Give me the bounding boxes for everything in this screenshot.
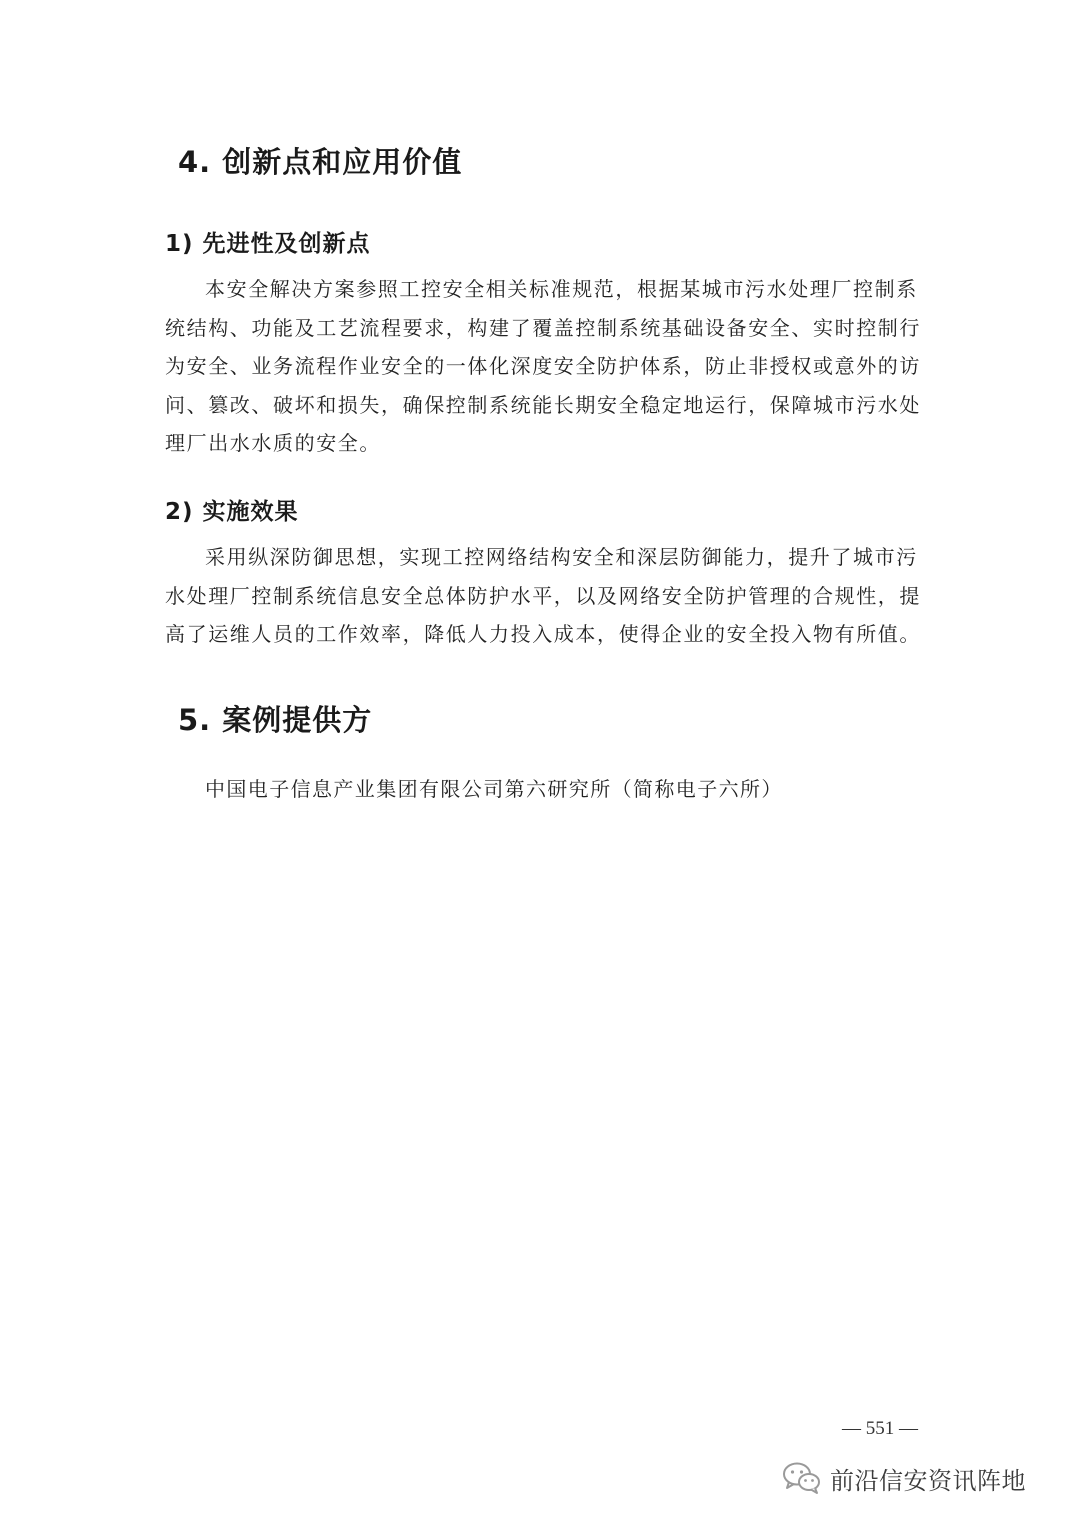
paragraph-line: 统结构、功能及工艺流程要求，构建了覆盖控制系统基础设备安全、实时控制行 <box>165 315 921 340</box>
paragraph-line: 采用纵深防御思想，实现工控网络结构安全和深层防御能力，提升了城市污 <box>205 545 918 569</box>
subsection-1-heading: 1) 先进性及创新点 <box>165 231 371 257</box>
section-4-heading: 4. 创新点和应用价值 <box>178 145 463 179</box>
subsection-2-paragraph <box>165 538 921 654</box>
paragraph-line: 为安全、业务流程作业安全的一体化深度安全防护体系，防止非授权或意外的访 <box>165 354 921 378</box>
case-provider: 中国电子信息产业集团有限公司第六研究所（简称电子六所） <box>205 777 783 801</box>
paragraph-line: 问、篡改、破坏和损失，确保控制系统能长期安全稳定地运行，保障城市污水处 <box>165 392 921 417</box>
subsection-1-paragraph <box>165 270 921 463</box>
paragraph-line: 理厂出水水质的安全。 <box>165 431 381 455</box>
watermark <box>782 1456 1026 1500</box>
subsection-2-heading: 2) 实施效果 <box>165 499 299 525</box>
paragraph-line: 水处理厂控制系统信息安全总体防护水平，以及网络安全防护管理的合规性，提 <box>165 583 921 608</box>
wechat-icon <box>782 1461 822 1495</box>
watermark-text: 前沿信安资讯阵地 <box>830 1466 1026 1495</box>
paragraph-line: 本安全解决方案参照工控安全相关标准规范，根据某城市污水处理厂控制系 <box>205 277 918 301</box>
page-number: — 551 — <box>842 1418 918 1439</box>
section-5-heading: 5. 案例提供方 <box>178 703 373 737</box>
paragraph-line: 高了运维人员的工作效率，降低人力投入成本，使得企业的安全投入物有所值。 <box>165 622 921 646</box>
